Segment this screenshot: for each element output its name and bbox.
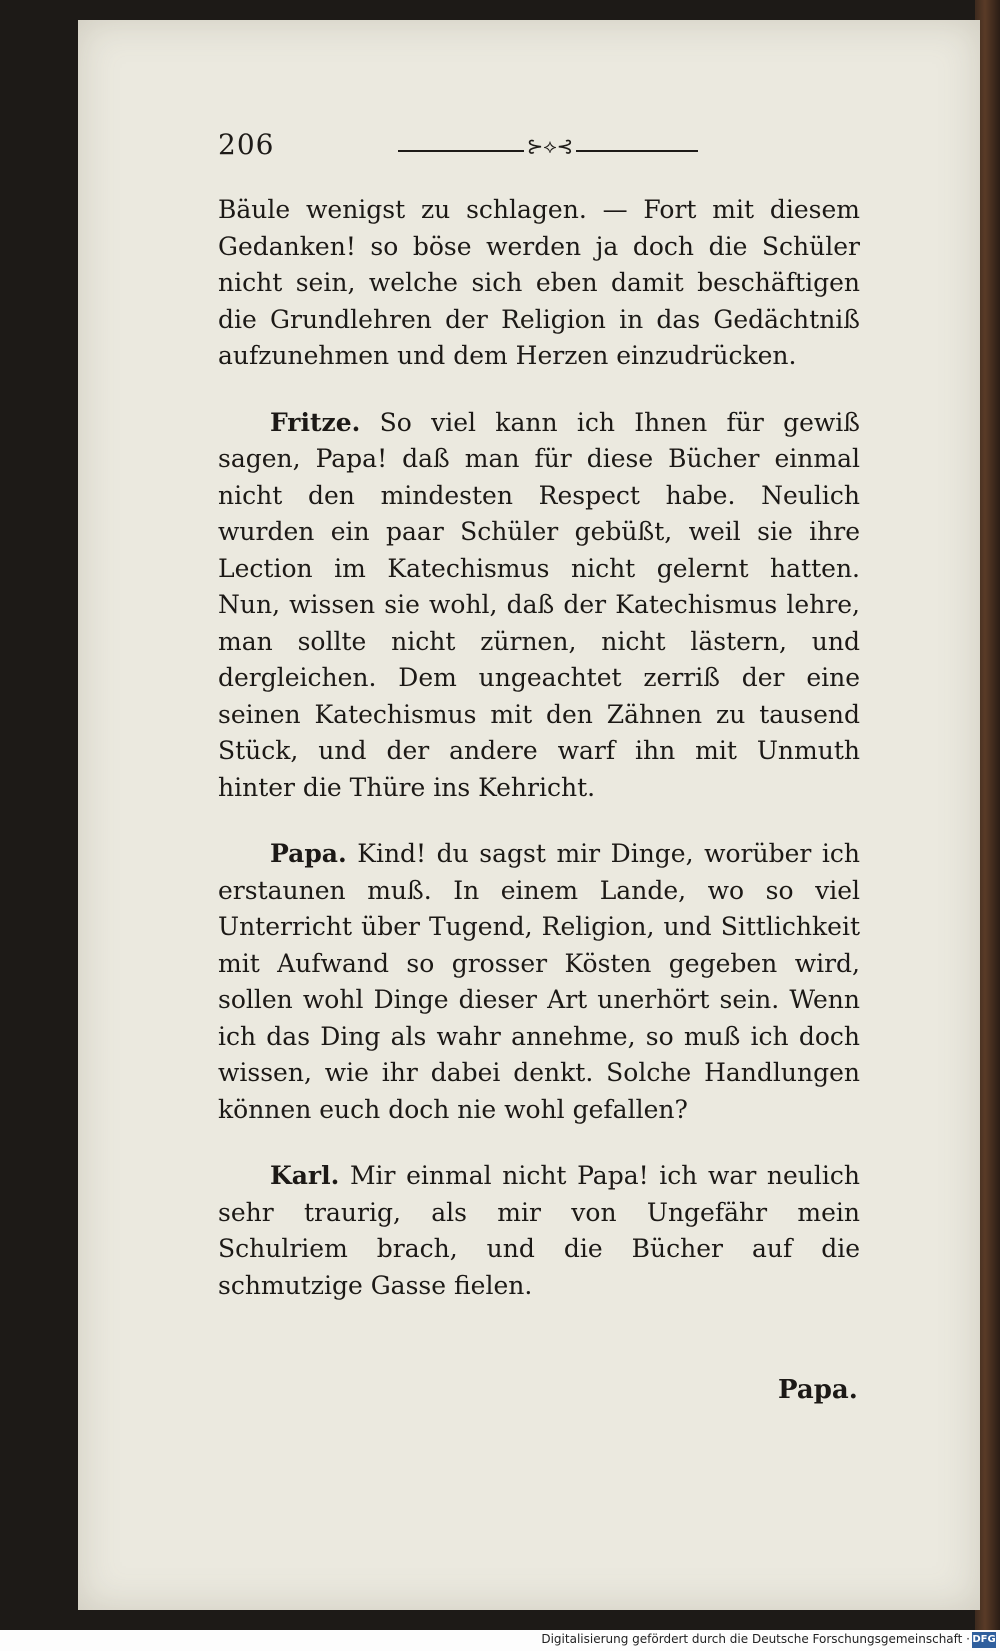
catchword: Papa. (778, 1375, 858, 1405)
footer-credit: Digitalisierung gefördert durch die Deutsche Forschungsgemeinschaft · (541, 1632, 970, 1646)
ornament-flourish: ⊱⟡⊰ (526, 134, 574, 158)
paragraph-2-text: So viel kann ich Ihnen für gewiß sagen, Papa! daß man für diese Bücher einmal nicht den mindesten Respect habe. Neulich wurden ein paar Schüler gebüßt, weil sie ihre Lection im Katechismus nicht gelernt hatten. Nun, wissen sie wohl, daß der Katechismus lehre, man sollte nicht zürnen, nicht lästern, und dergleichen. Dem ungeachtet zerriß der eine seinen Katechismus mit den Zähnen zu tausend Stück, und der andere warf ihn mit Unmuth hinter die Thüre ins Kehricht. (218, 407, 860, 802)
paragraph-4 (218, 1158, 860, 1304)
page-number: 206 (218, 128, 275, 161)
speaker-fritze: Fritze. (270, 407, 361, 437)
speaker-papa: Papa. (270, 839, 347, 868)
book-page (78, 20, 980, 1610)
digitization-footer (0, 1630, 1000, 1651)
page-body (218, 192, 860, 1304)
page-header (218, 128, 798, 168)
dfg-logo: DFG (972, 1632, 996, 1648)
paragraph-3-text: Kind! du sagst mir Dinge, worüber ich erstaunen muß. In einem Lande, wo so viel Unterricht über Tugend, Religion, und Sittlichkeit mit Aufwand so grosser Kösten gegeben wird, sollen wohl Dinge dieser Art unerhört sein. Wenn ich das Ding als wahr annehme, so muß ich doch wissen, wie ihr dabei denkt. Solche Handlungen können euch doch nie wohl gefallen? (218, 839, 860, 1124)
paragraph-4-text: Mir einmal nicht Papa! ich war neulich sehr traurig, als mir von Ungefähr mein Schulriem brach, und die Bücher auf die schmutzige Gasse fielen. (218, 1161, 860, 1300)
paragraph-1-text: Bäule wenigst zu schlagen. — Fort mit diesem Gedanken! so böse werden ja doch die Schüler nicht sein, welche sich eben damit beschäftigen die Grundlehren der Religion in das Gedächtniß aufzunehmen und dem Herzen einzudrücken. (218, 195, 860, 370)
header-ornament (398, 134, 718, 158)
paragraph-1 (218, 192, 860, 375)
speaker-karl: Karl. (270, 1161, 340, 1190)
paragraph-2 (218, 405, 860, 807)
ornament-line-left (398, 150, 524, 152)
ornament-line-right (576, 150, 698, 152)
paragraph-3 (218, 836, 860, 1128)
